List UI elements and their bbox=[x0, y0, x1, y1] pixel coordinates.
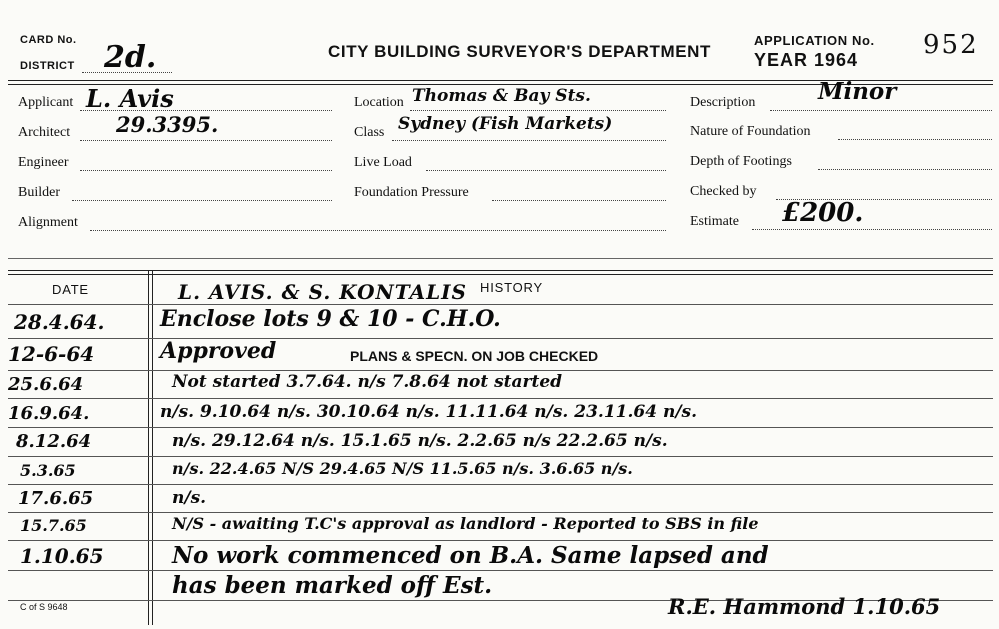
description-line bbox=[770, 110, 992, 111]
date-column-divider-2 bbox=[152, 270, 153, 625]
history-row-text: Not started 3.7.64. n/s 7.8.64 not started bbox=[172, 372, 563, 392]
description-value: Minor bbox=[818, 78, 897, 105]
location-label: Location bbox=[354, 95, 404, 110]
form-code: C of S 9648 bbox=[20, 602, 68, 612]
application-number: 952 bbox=[923, 30, 979, 60]
history-row-date: 15.7.65 bbox=[20, 516, 87, 535]
history-row-text: n/s. 29.12.64 n/s. 15.1.65 n/s. 2.2.65 n/s 22.2.65 n/s. bbox=[172, 431, 668, 451]
department-title: CITY BUILDING SURVEYOR'S DEPARTMENT bbox=[328, 42, 712, 61]
foundation-pressure-label: Foundation Pressure bbox=[354, 185, 469, 200]
foundation-pressure-line bbox=[492, 200, 666, 201]
history-row-text: n/s. 9.10.64 n/s. 30.10.64 n/s. 11.11.64 n/s. 23.11.64 n/s. bbox=[160, 402, 698, 422]
nature-of-foundation-label: Nature of Foundation bbox=[690, 124, 811, 139]
row-divider bbox=[8, 512, 993, 513]
history-row-date: 1.10.65 bbox=[20, 544, 104, 568]
row-divider bbox=[8, 338, 993, 339]
history-row-text: No work commenced on B.A. Same lapsed and bbox=[172, 542, 769, 569]
history-row-date: 12-6-64 bbox=[8, 342, 95, 366]
applicant-value: L. Avis bbox=[86, 84, 174, 113]
district-label: DISTRICT bbox=[20, 60, 75, 72]
nature-of-foundation-line bbox=[838, 139, 992, 140]
history-row-date: 17.6.65 bbox=[18, 488, 94, 509]
live-load-line bbox=[426, 170, 666, 171]
row-divider bbox=[8, 304, 993, 305]
date-column-header: DATE bbox=[52, 282, 89, 297]
location-value: Thomas & Bay Sts. bbox=[412, 86, 591, 106]
plans-checked-stamp: PLANS & SPECN. ON JOB CHECKED bbox=[350, 348, 599, 364]
estimate-line bbox=[752, 229, 992, 230]
row-divider bbox=[8, 540, 993, 541]
history-row-text: n/s. bbox=[172, 488, 207, 508]
live-load-label: Live Load bbox=[354, 155, 412, 170]
row-divider bbox=[8, 484, 993, 485]
alignment-line bbox=[90, 230, 666, 231]
row-divider bbox=[8, 398, 993, 399]
checked-by-label: Checked by bbox=[690, 184, 757, 199]
builder-label: Builder bbox=[18, 185, 60, 200]
year-label: YEAR 1964 bbox=[754, 50, 859, 70]
history-row-date: 25.6.64 bbox=[8, 374, 84, 395]
application-label: APPLICATION No. bbox=[754, 33, 875, 48]
class-line bbox=[392, 140, 666, 141]
engineer-line bbox=[80, 170, 332, 171]
date-column-divider bbox=[148, 270, 149, 625]
description-label: Description bbox=[690, 95, 756, 110]
row-divider bbox=[8, 370, 993, 371]
estimate-value: £200. bbox=[782, 198, 864, 228]
class-value: Sydney (Fish Markets) bbox=[398, 114, 613, 134]
signature: R.E. Hammond 1.10.65 bbox=[668, 594, 941, 619]
history-row-text: N/S - awaiting T.C's approval as landlord - Reported to SBS in file bbox=[172, 514, 759, 533]
history-row-date: 5.3.65 bbox=[20, 461, 76, 480]
history-rule-top bbox=[8, 270, 993, 271]
history-rule-top-2 bbox=[8, 274, 993, 275]
history-row-date: 16.9.64. bbox=[8, 403, 90, 424]
row-divider bbox=[8, 427, 993, 428]
depth-of-footings-line bbox=[818, 169, 992, 170]
row-divider bbox=[8, 570, 993, 571]
estimate-label: Estimate bbox=[690, 214, 739, 229]
history-row-date: 28.4.64. bbox=[14, 310, 105, 334]
class-label: Class bbox=[354, 125, 385, 140]
depth-of-footings-label: Depth of Footings bbox=[690, 154, 792, 169]
card-no-label: CARD No. bbox=[20, 34, 77, 46]
location-line bbox=[410, 110, 666, 111]
history-row-text: Enclose lots 9 & 10 - C.H.O. bbox=[160, 306, 501, 332]
district-value: 2d. bbox=[104, 40, 157, 75]
architect-line bbox=[80, 140, 332, 141]
history-names-line: L. AVIS. & S. KONTALIS bbox=[178, 280, 467, 304]
engineer-label: Engineer bbox=[18, 155, 69, 170]
blank-line-1 bbox=[8, 258, 993, 259]
history-row-text: n/s. 22.4.65 N/S 29.4.65 N/S 11.5.65 n/s. 3.6.65 n/s. bbox=[172, 459, 633, 478]
history-row-text: has been marked off Est. bbox=[172, 572, 493, 599]
alignment-label: Alignment bbox=[18, 215, 78, 230]
history-column-header: HISTORY bbox=[480, 280, 543, 295]
applicant-label: Applicant bbox=[18, 95, 74, 110]
builder-line bbox=[72, 200, 332, 201]
history-row-date: 8.12.64 bbox=[16, 431, 92, 452]
row-divider bbox=[8, 456, 993, 457]
architect-value: 29.3395. bbox=[116, 112, 219, 137]
history-row-text: Approved bbox=[160, 338, 277, 364]
architect-label: Architect bbox=[18, 125, 71, 140]
